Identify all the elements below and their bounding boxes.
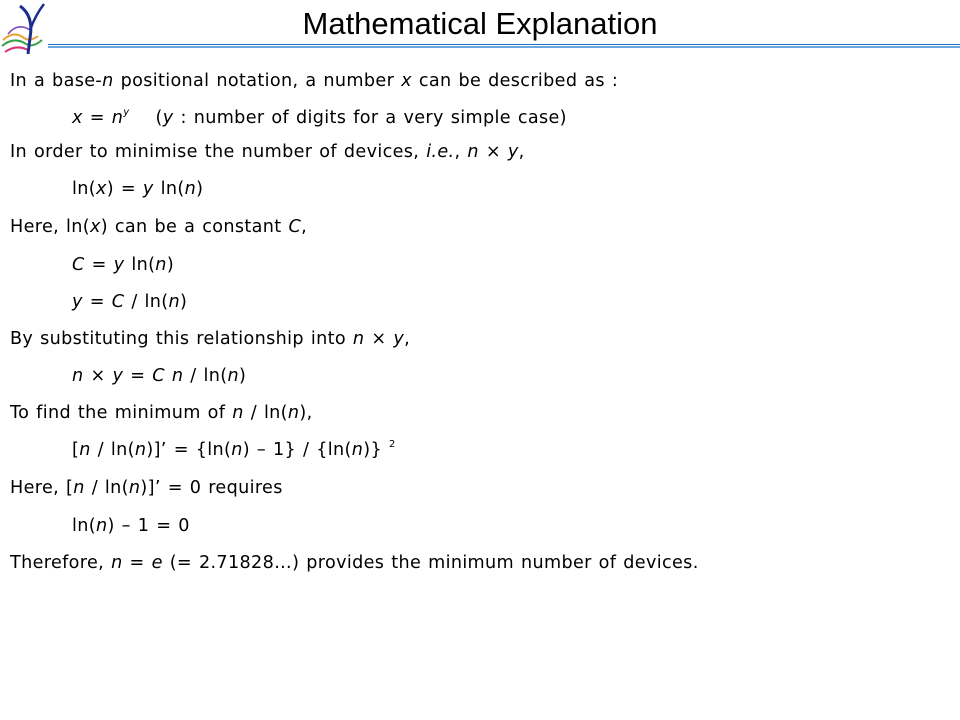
text-line-10: To find the minimum of n / ln(n), <box>10 403 313 423</box>
equation-line-11: [n / ln(n)]’ = {ln(n) – 1} / {ln(n)} $^2$ <box>72 439 396 460</box>
text-line-14: Therefore, n = e (= 2.71828…) provides the minimum number of devices. <box>10 553 699 573</box>
text-line-8: By substituting this relationship into n × y, <box>10 329 411 349</box>
equation-line-9: n × y = C n / ln(n) <box>72 366 247 386</box>
text-line-5: Here, ln(x) can be a constant C, <box>10 217 308 237</box>
text-line-3: In order to minimise the number of devices, i.e., n × y, <box>10 142 525 162</box>
title-divider <box>48 44 960 50</box>
text-line-12: Here, [n / ln(n)]’ = 0 requires <box>10 478 283 498</box>
equation-line-7: y = C / ln(n) <box>72 292 188 312</box>
equation-line-2: $x = n^y$ (y : number of digits for a very simple case) <box>72 107 567 128</box>
equation-line-13: ln(n) – 1 = 0 <box>72 516 190 536</box>
equation-line-4: ln(x) = y ln(n) <box>72 179 204 199</box>
page-title: Mathematical Explanation <box>302 6 658 41</box>
equation-line-6: C = y ln(n) <box>72 255 175 275</box>
text-line-1: In a base-n positional notation, a number x can be described as : <box>10 71 619 91</box>
